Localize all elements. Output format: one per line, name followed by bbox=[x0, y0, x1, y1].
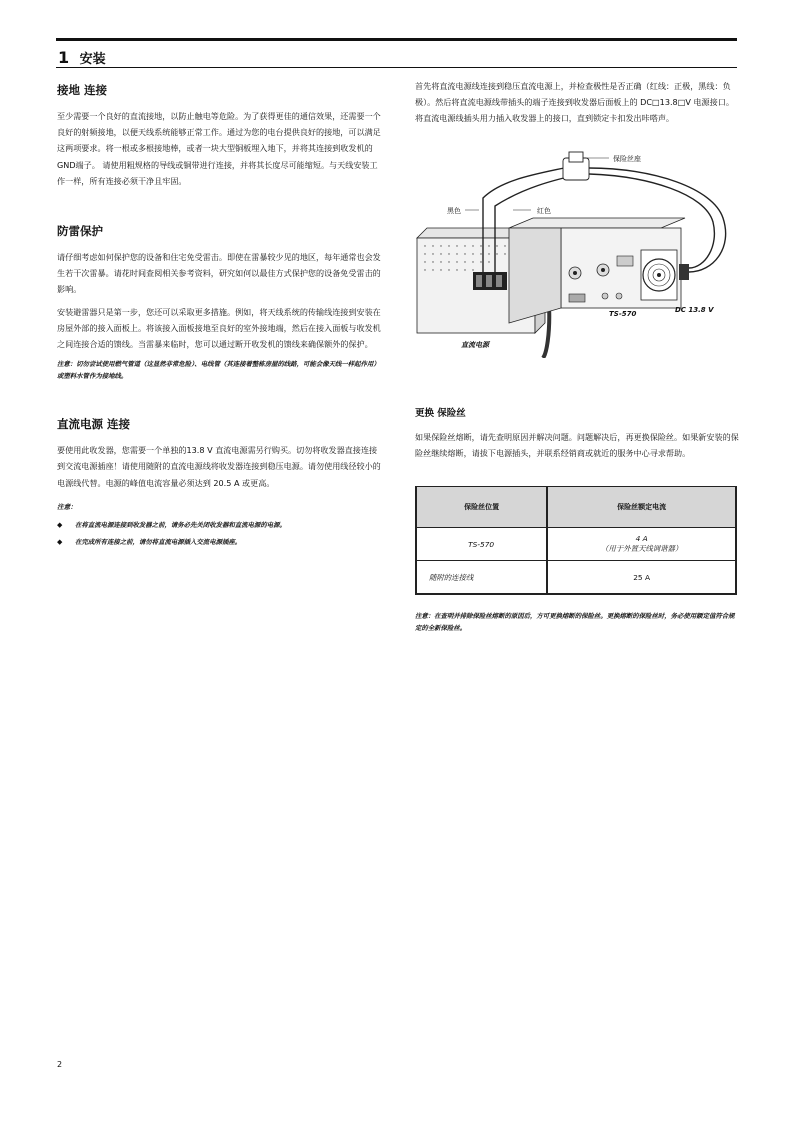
right-column bbox=[415, 78, 740, 133]
table-cell: TS-570 bbox=[416, 528, 547, 561]
left-column bbox=[57, 82, 382, 553]
ground-title: 接地 连接 bbox=[57, 83, 108, 97]
fuse-table bbox=[415, 486, 737, 595]
diamond-bullet-icon: ◆ bbox=[57, 520, 63, 529]
table-header-row bbox=[416, 487, 736, 528]
black-wire-label: 黑色 bbox=[447, 207, 461, 215]
table-cell: 25 A bbox=[547, 561, 736, 595]
fuse-rating: 4 A bbox=[635, 534, 648, 543]
lightning-body-2: 安装避雷器只是第一步，您还可以采取更多措施。例如，将天线系统的传输线连接到安装在房屋外部的接入面板上。将该接入面板接地至良好的室外接地端，然后在接入面板与收发机之间连接合适的馈线。当雷暴来临时，您可以通过断开收发机的馈线来确保额外的保护。 bbox=[57, 306, 381, 350]
chapter-heading bbox=[58, 48, 106, 67]
model-label: TS-570 bbox=[609, 310, 637, 318]
power-supply-label: 直流电源 bbox=[461, 341, 489, 349]
page-number: 2 bbox=[57, 1060, 63, 1069]
fuse-section bbox=[415, 405, 740, 467]
fuse-rating-note: （用于外置天线调谐器） bbox=[600, 544, 683, 553]
fuse-note: 注意：在查明并排除保险丝熔断的原因后，方可更换熔断的保险丝。更换熔断的保险丝时，务必使用额定值符合规定的全新保险丝。 bbox=[415, 612, 735, 632]
table-header: 保险丝位置 bbox=[416, 487, 547, 528]
dc-note-title: 注意： bbox=[57, 502, 77, 511]
chapter-title: 安装 bbox=[79, 52, 106, 67]
lightning-title: 防雷保护 bbox=[57, 224, 103, 239]
table-cell: 随附的连接线 bbox=[416, 561, 547, 595]
diamond-bullet-icon: ◆ bbox=[57, 537, 63, 546]
table-header: 保险丝额定电流 bbox=[547, 487, 736, 528]
dc-port-label: DC 13.8 V bbox=[675, 306, 714, 314]
table-row bbox=[416, 561, 736, 595]
connection-diagram bbox=[413, 148, 738, 358]
fuse-title: 更换 保险丝 bbox=[415, 408, 466, 419]
table-cell bbox=[547, 528, 736, 561]
lightning-note: 注意：切勿尝试使用燃气管道（这显然非常危险）、电线管（其连接着整栋房屋的线路，可能会像天线一样起作用）或塑料水管作为接地线。 bbox=[57, 360, 380, 381]
connection-illustration bbox=[413, 148, 738, 358]
connect-body: 首先将直流电源线连接到稳压直流电源上，并检查极性是否正确（红线：正极，黑线：负极）。然后将直流电源线带插头的端子连接到收发器后面板上的 DC□13.8□V 电源接口。将直流电源线插头用力插入收发器上的接口，直到锁定卡扣发出咔嗒声。 bbox=[415, 81, 734, 124]
red-wire-label: 红色 bbox=[537, 207, 551, 215]
ground-body: 至少需要一个良好的直流接地，以防止触电等危险。为了获得更佳的通信效果，还需要一个良好的射频接地，以便天线系统能够正常工作。通过为您的电台提供良好的接地，可以满足这两项要求。将一根或多根接地棒，或者一块大型铜板埋入地下，并将其连接到收发机的GND端子。 请使用粗规格的导线或铜带进行连接，并将其长度尽可能缩短。与天线安装工作一样，所有连接必须干净且牢固。 bbox=[57, 111, 381, 186]
fuse-note-block bbox=[415, 610, 737, 640]
chapter-number: 1 bbox=[58, 48, 70, 67]
list-item: ◆ 在将直流电源连接到收发器之前，请务必先关闭收发器和直流电源的电源。 bbox=[57, 520, 286, 529]
table-row bbox=[416, 528, 736, 561]
fuse-body: 如果保险丝熔断，请先查明原因并解决问题。问题解决后，再更换保险丝。如果新安装的保险丝继续熔断，请拔下电源插头，并联系经销商或就近的服务中心寻求帮助。 bbox=[415, 432, 739, 459]
dc-body: 要使用此收发器，您需要一个单独的13.8 V 直流电源需另行购买。切勿将收发器直接连接到交流电源插座！请使用随附的直流电源线将收发器连接到稳压电源。请勿使用线径较小的电源线代替。电源的峰值电流容量必须达到 20.5 A 或更高。 bbox=[57, 445, 381, 488]
top-rule bbox=[56, 38, 737, 41]
dc-title: 直流电源 连接 bbox=[57, 417, 131, 432]
fuse-holder-label: 保险丝座 bbox=[613, 155, 641, 163]
chapter-rule bbox=[56, 67, 737, 68]
list-item: ◆ 在完成所有连接之前，请勿将直流电源插入交流电源插座。 bbox=[57, 537, 242, 546]
dc-notes-list bbox=[57, 519, 382, 548]
lightning-body-1: 请仔细考虑如何保护您的设备和住宅免受雷击。即使在雷暴较少见的地区，每年通常也会发生若干次雷暴。请花时间查阅相关参考资料，研究如何以最佳方式保护您的设备免受雷击的影响。 bbox=[57, 252, 381, 295]
